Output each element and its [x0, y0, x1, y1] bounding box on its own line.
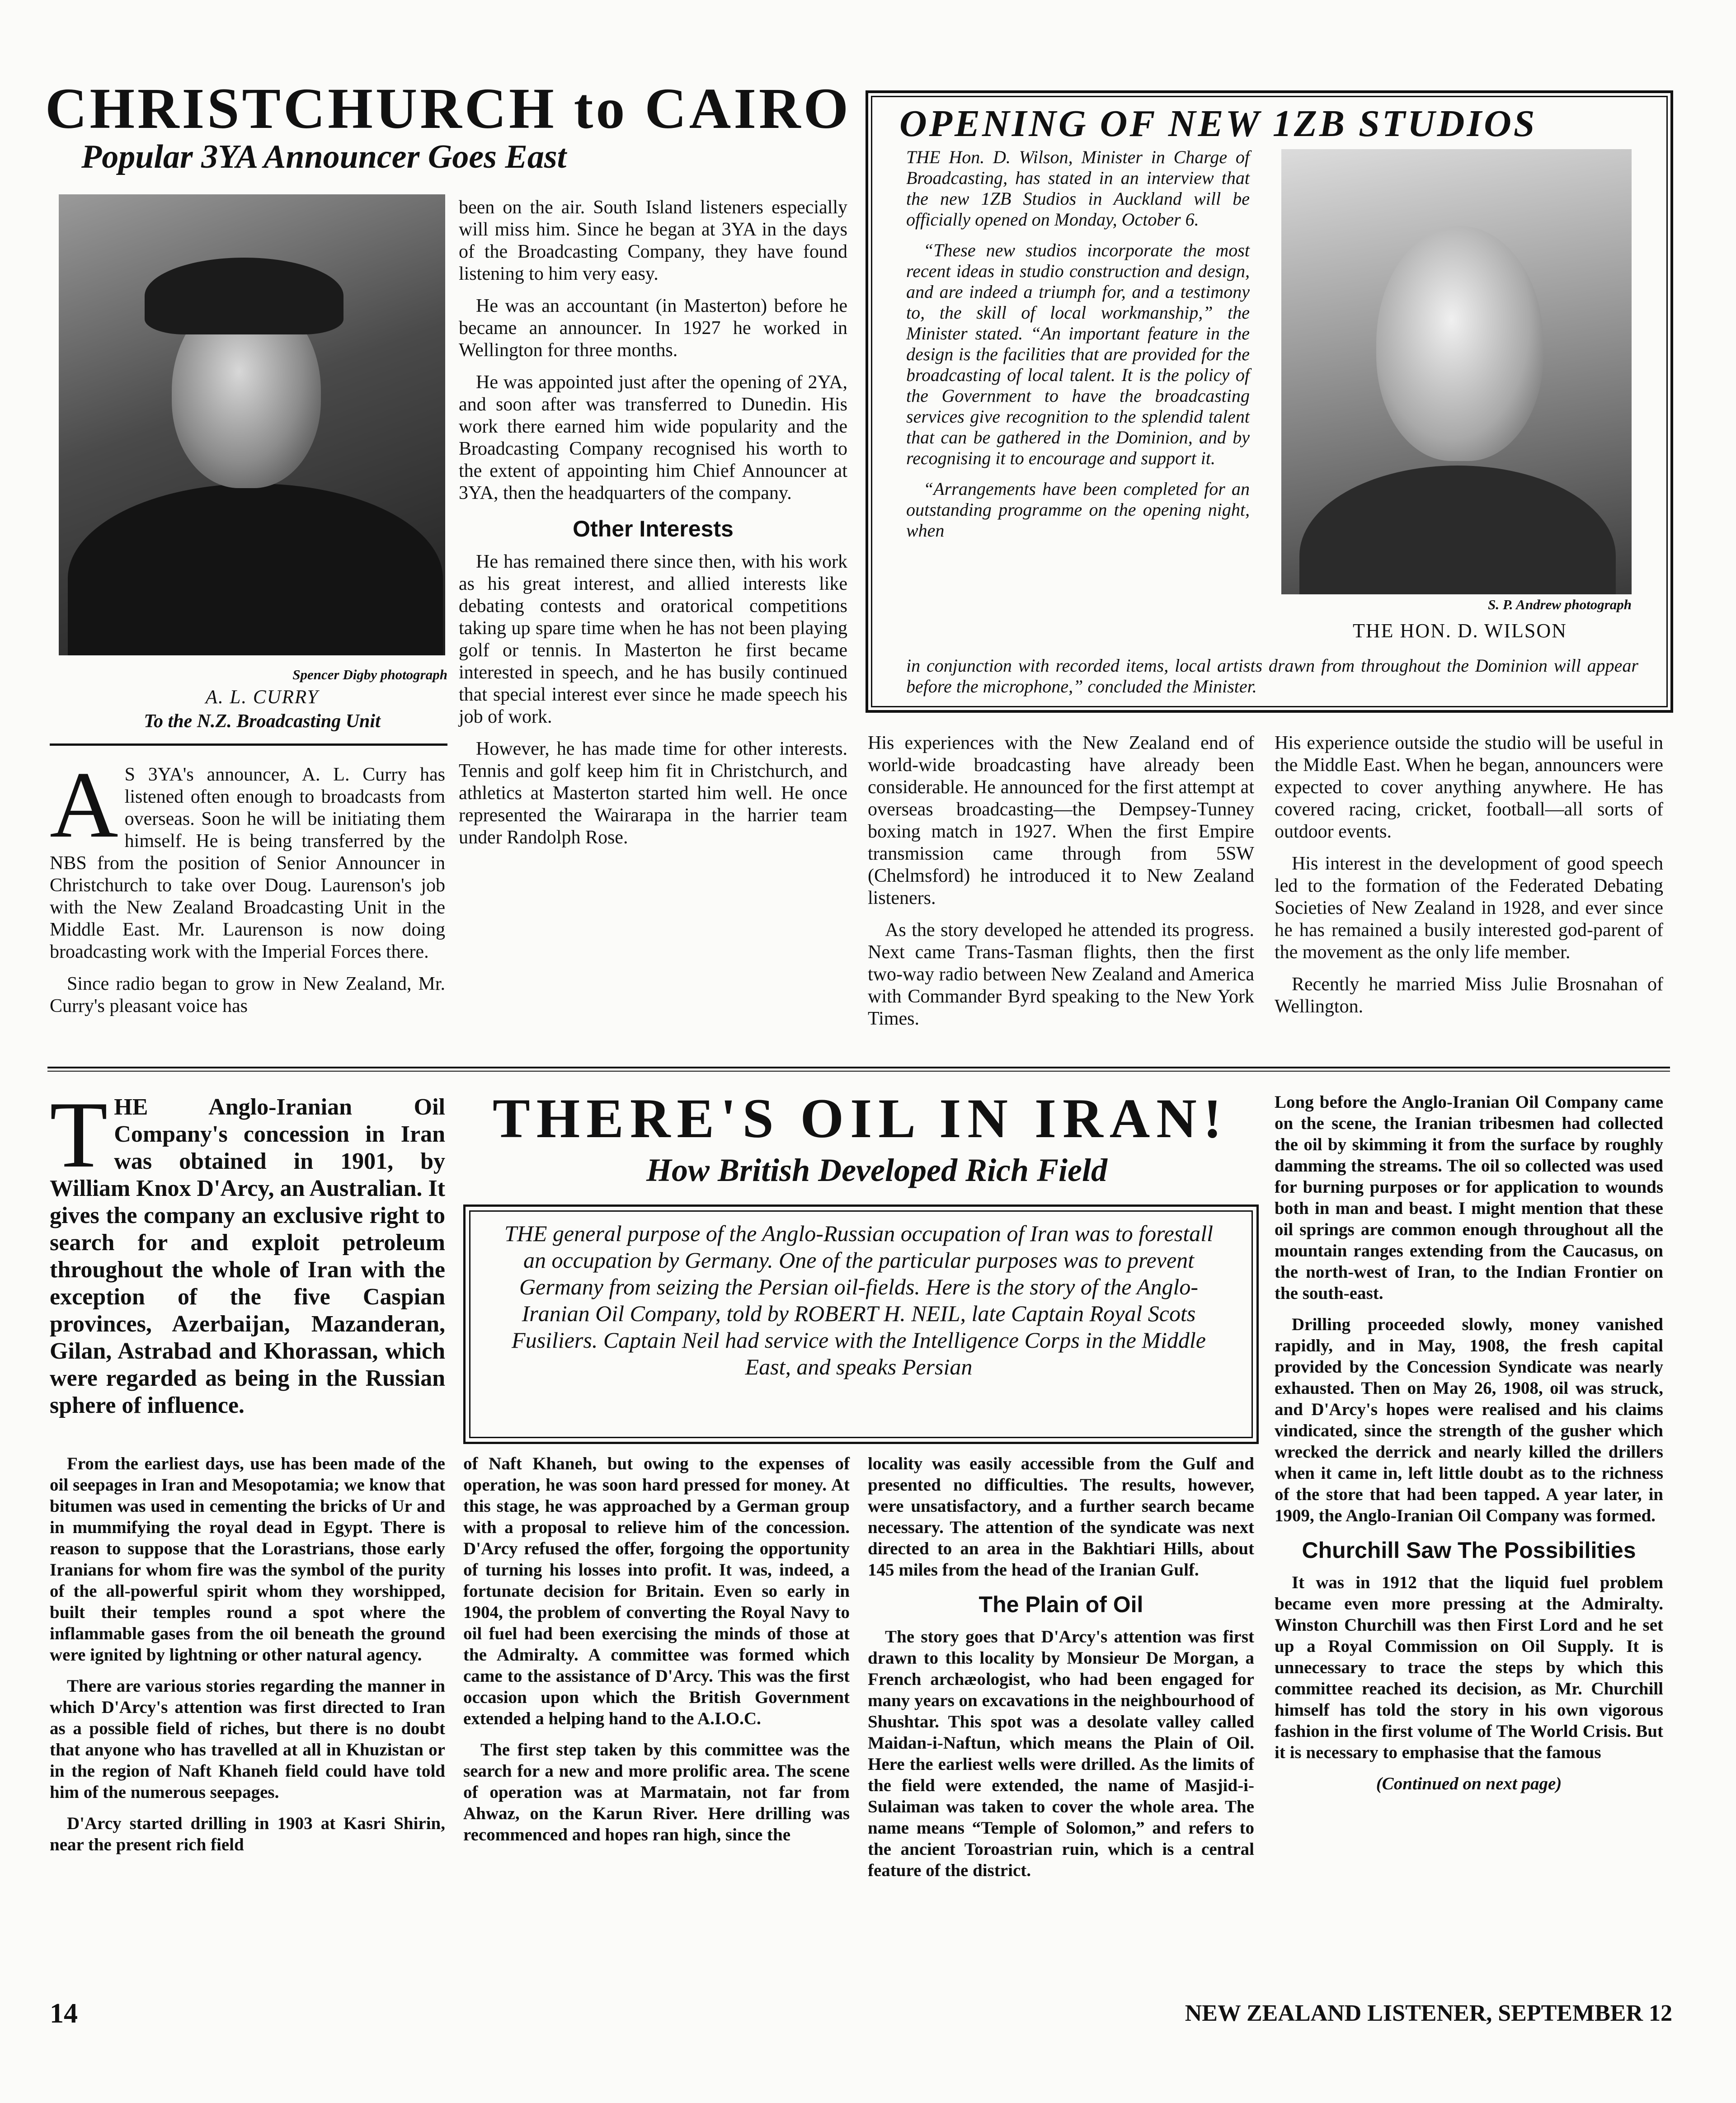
- oil-column-2: of Naft Khaneh, but owing to the expenses of operation, he was soon hard pressed for money. At this stage, he was approached by a German group with a proposal to relieve him of the concession. D'Arcy refused the offer, forgoing the opportunity of turning his losses into profit. It was, indeed, a fortunate decision for Britain. Even so early in 1904, the problem of converting the Royal Navy to oil fuel had been exercising the minds of those at the Admiralty. A committee was formed which came to the assistance of D'Arcy. This was the first occasion upon which the British Government extended a helping hand to the A.I.O.C. The first step taken by this committee was the search for a new and more prolific area. The scene of operation was at Marmatain, not far from Ahwaz, on the Karun River. Here drilling was recommenced and hopes ran high, since the: [463, 1454, 850, 1844]
- curry-headline: CHRISTCHURCH to CAIRO: [45, 76, 851, 141]
- oil-intro: THE general purpose of the Anglo-Russian occupation of Iran was to forestall an occupation by Germany. One of the particular purposes was to prevent Germany from seizing the Persian oil-fields. Here is the story of the Anglo-Iranian Oil Company, told by ROBERT H. NEIL, late Captain Royal Scots Fusiliers. Captain Neil had service with the Intelligence Corps in the Middle East, and speaks Persian: [504, 1221, 1213, 1379]
- wilson-photo-credit: S. P. Andrew photograph: [1488, 597, 1632, 612]
- curry-photo: [59, 194, 445, 655]
- izb-tail: in conjunction with recorded items, local artists drawn from throughout the Dominion will appear before the microphone,” concluded the Minister.: [906, 655, 1638, 696]
- continued-note: (Continued on next page): [1376, 1774, 1562, 1793]
- section-divider: [47, 1067, 1670, 1068]
- curry-left-column: A S 3YA's announcer, A. L. Curry has listened often enough to broadcasts from overseas. Soon he will be initiating them himself. He is being transferred by the NBS from the position of Senior Announcer in Christchurch to take over Doug. Laurenson's job with the New Zealand Broadcasting Unit in the Middle East. Mr. Laurenson is now doing broadcasting work with the Imperial Forces there. Since radio began to grow in New Zealand, Mr. Curry's pleasant voice has: [50, 753, 445, 1016]
- curry-caption-rule: [50, 743, 447, 746]
- footer-title: NEW ZEALAND LISTENER, SEPTEMBER 12: [1185, 2000, 1672, 2026]
- curry-caption-sub: To the N.Z. Broadcasting Unit: [144, 711, 381, 732]
- curry-subhead-other-interests: Other Interests: [573, 516, 734, 541]
- oil-column-4: Long before the Anglo-Iranian Oil Company came on the scene, the Iranian tribesmen had collected the oil by skimming it from the surface by roughly damming the streams. The oil so collected was used for burning purposes or for application to wounds both in man and beast. I might mention that these oil springs are common enough throughout all the mountain ranges extending from the Caucasus, on the north-west of Iran, to the Indian Frontier on the south-east. Drilling proceeded slowly, money vanished rapidly, and in May, 1908, the fresh capital provided by the Concession Syndicate was nearly exhausted. Then on May 26, 1908, oil was struck, and D'Arcy's hopes were realised and his claims vindicated, since the strength of the gusher which wrecked the derrick and nearly killed the drillers when it came in, left little doubt as to the richness of the store that had been tapped. A year later, in 1909, the Anglo-Iranian Oil Company was formed. Churchill Saw The Possibilities It was in 1912 that the liquid fuel problem became even more pressing at the Admiralty. Winston Churchill was then First Lord and he set up a Royal Commission on Oil Supply. It is unnecessary to trace the steps by which this committee reached its decision, as Mr. Churchill himself has told the story in his own vigorous fashion in the first volume of The World Crisis. But it is necessary to emphasise that the famous (Continued on next page): [1275, 1092, 1663, 1793]
- curry-right-column-a: His experiences with the New Zealand end of world-wide broadcasting have already been considerable. He announced for the first attempt at overseas broadcasting—the Dempsey-Tunney boxing match in 1927. When the first Empire transmission came through from 5SW (Chelmsford) he introduced it to New Zealand listeners. As the story developed he attended its progress. Next came Trans-Tasman flights, then the first two-way radio between New Zealand and America with Commander Byrd speaking to the New York Times.: [868, 733, 1254, 1029]
- curry-dropcap: A: [50, 753, 118, 857]
- section-divider-2: [47, 1071, 1670, 1072]
- oil-column-3: locality was easily accessible from the Gulf and presented no difficulties. The results, however, were unsatisfactory, and a further search became necessary. The attention of the syndicate was next directed to an area in the Bakhtiari Hills, about 145 miles from the head of the Iranian Gulf. The Plain of Oil The story goes that D'Arcy's attention was first drawn to this locality by Monsieur De Morgan, a French archæologist, who had been engaged for many years on excavations in the neighbourhood of Shushtar. This spot was a desolate valley called Maidan-i-Naftun, which means the Plain of Oil. Here the earliest wells were drilled. As the limits of the field were extended, the name of Masjid-i-Sulaiman was taken to cover the whole area. The name means “Temple of Solomon,” and refers to the ancient Toroastrian ruin, which is a central feature of the district.: [868, 1454, 1254, 1880]
- curry-mid-column: been on the air. South Island listeners especially will miss him. Since he began at 3YA in the days of the Broadcasting Company, they have found listening to him very easy. He was an accountant (in Masterton) before he became an announcer. In 1927 he worked in Wellington for three months. He was appointed just after the opening of 2YA, and soon after was transferred to Dunedin. His work there earned him wide popularity and the Broadcasting Company recognised his worth to the extent of appointing him Chief Announcer at 3YA, then the headquarters of the company. Other Interests He has remained there since then, with his work as his great interest, and allied interests like debating contests and oratorical competitions taking up spare time when he has not been playing golf or tennis. In Masterton he first became interested in speech, and he has busily continued that special interest ever since he made speech his job of work. However, he has made time for other interests. Tennis and golf keep him fit in Christchurch, and athletics at Masterton started him well. He once represented the Wairarapa in the harrier team under Randolph Rose.: [459, 197, 847, 848]
- curry-subhead: Popular 3YA Announcer Goes East: [81, 138, 567, 175]
- wilson-caption-name: THE HON. D. WILSON: [1353, 620, 1567, 642]
- oil-headline: THERE'S OIL IN IRAN!: [493, 1087, 1228, 1149]
- curry-right-column-b: His experience outside the studio will be useful in the Middle East. When he began, announcers were expected to cover anything anywhere. He has covered racing, cricket, football—all sorts of outdoor events. His interest in the development of good speech led to the formation of the Federated Debating Societies of New Zealand in 1928, and ever since he has remained a busily interested god-parent of the movement as the only life member. Recently he married Miss Julie Brosnahan of Wellington.: [1275, 733, 1663, 1017]
- oil-dropcap: T: [50, 1082, 108, 1187]
- oil-subhead-churchill: Churchill Saw The Possibilities: [1302, 1538, 1636, 1563]
- izb-headline: OPENING OF NEW 1ZB STUDIOS: [899, 103, 1537, 145]
- oil-lead: THE Anglo-Iranian Oil Company's concession in Iran was obtained in 1901, by William Knox D'Arcy, an Australian. It gives the company an exclusive right to search for and exploit petroleum throughout the whole of Iran with the exception of the five Caspian provinces, Azerbaijan, Mazanderan, Gilan, Astrabad and Khorassan, which were regarded as being in the Russian sphere of influence.: [50, 1082, 445, 1418]
- oil-subhead: How British Developed Rich Field: [646, 1152, 1107, 1188]
- wilson-photo: [1281, 149, 1632, 594]
- curry-photo-credit: Spencer Digby photograph: [292, 667, 447, 682]
- oil-column-1: From the earliest days, use has been made of the oil seepages in Iran and Mesopotamia; we know that bitumen was used in cementing the bricks of Ur and in mummifying the royal dead in Egypt. There is reason to suppose that the Lorastrians, those early Iranians for whom fire was the symbol of the purity of the all-powerful spirit whom they worshipped, built their temples round a spot where the inflammable gases from the oil beneath the ground were ignited by lightning or other natural agency. There are various stories regarding the manner in which D'Arcy's attention was first directed to Iran as a possible field of riches, but there is no doubt that anyone who has travelled at all in Khuzistan or in the region of Naft Khaneh field could have told him of the numerous seepages. D'Arcy started drilling in 1903 at Kasri Shirin, near the present rich field: [50, 1454, 445, 1854]
- page-number: 14: [50, 1998, 78, 2029]
- oil-subhead-plain: The Plain of Oil: [979, 1592, 1143, 1617]
- curry-caption-name: A. L. CURRY: [205, 687, 319, 708]
- izb-text-column: THE Hon. D. Wilson, Minister in Charge of Broadcasting, has stated in an interview that the new 1ZB Studios in Auckland will be officially opened on Monday, October 6. “These new studios incorporate the most recent ideas in studio construction and design, and are indeed a triumph for, and a testimony to, the skill of local workmanship,” the Minister stated. “An important feature in the design is the facilities that are provided for the broadcasting of local talent. It is the policy of the Government to have the broadcasting services give recognition to the splendid talent that can be gathered in the Dominion, and by recognising it to encourage and support it. “Arrangements have been completed for an outstanding programme on the opening night, when: [906, 147, 1250, 541]
